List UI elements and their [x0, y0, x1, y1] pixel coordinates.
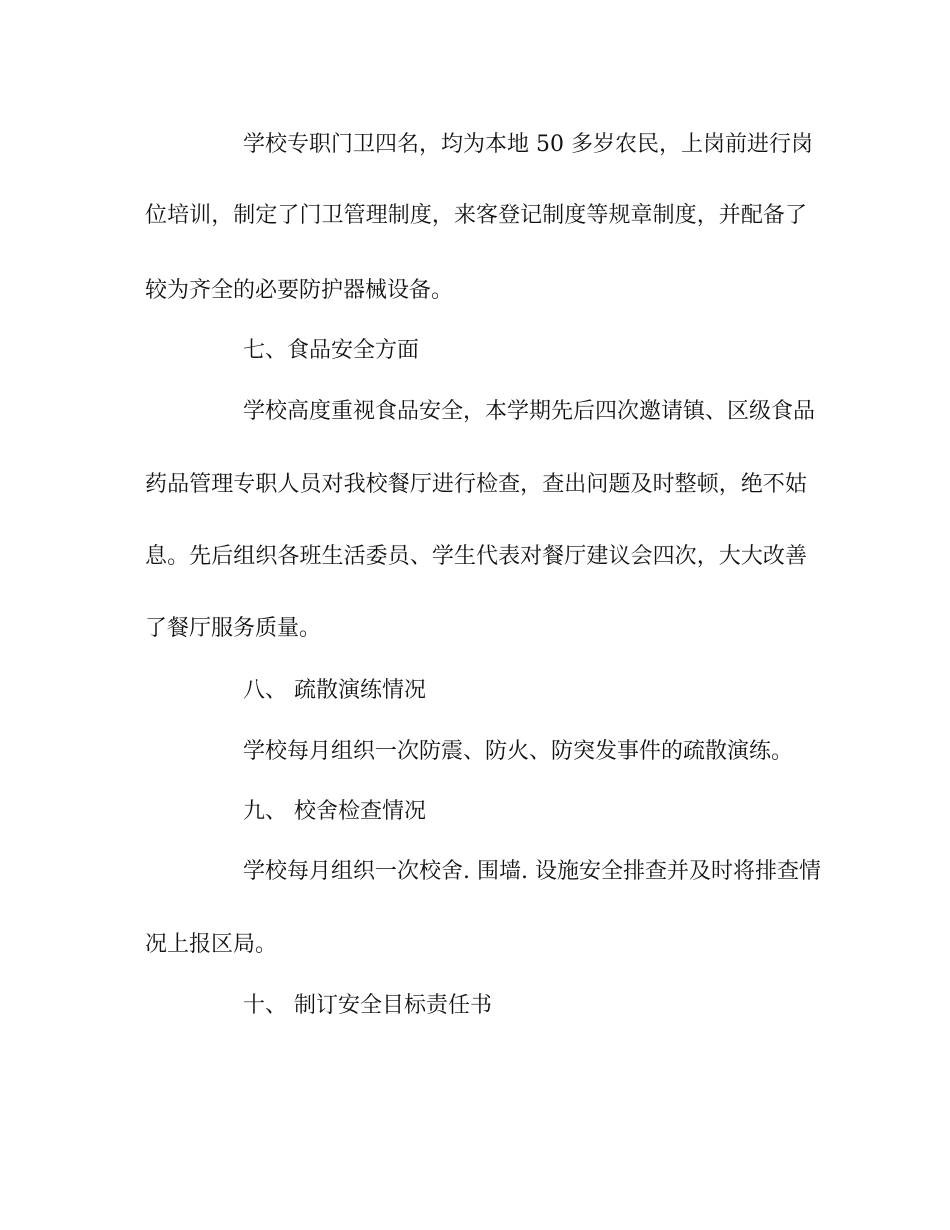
paragraph-line: 较为齐全的必要防护器械设备。 — [145, 278, 454, 303]
paragraph-line: 学校每月组织一次校舍. 围墙. 设施安全排查并及时将排查情 — [243, 859, 821, 884]
paragraph-line: 况上报区局。 — [145, 932, 278, 957]
paragraph-line: 息。先后组织各班生活委员、学生代表对餐厅建议会四次，大大改善 — [145, 544, 807, 569]
paragraph-line: 学校每月组织一次防震、防火、防突发事件的疏散演练。 — [243, 739, 794, 764]
paragraph-line: 学校专职门卫四名，均为本地 50 多岁农民，上岗前进行岗 — [243, 132, 813, 157]
paragraph-line: 位培训，制定了门卫管理制度，来客登记制度等规章制度，并配备了 — [145, 203, 807, 228]
section-heading: 七、食品安全方面 — [243, 338, 420, 363]
section-heading: 十、 制订安全目标责任书 — [243, 993, 492, 1018]
section-heading: 九、 校舍检查情况 — [243, 799, 426, 824]
section-heading: 八、 疏散演练情况 — [243, 678, 426, 703]
paragraph-line: 了餐厅服务质量。 — [145, 616, 322, 641]
paragraph-line: 药品管理专职人员对我校餐厅进行检查，查出问题及时整顿，绝不姑 — [145, 472, 807, 497]
paragraph-line: 学校高度重视食品安全，本学期先后四次邀请镇、区级食品 — [243, 399, 816, 424]
